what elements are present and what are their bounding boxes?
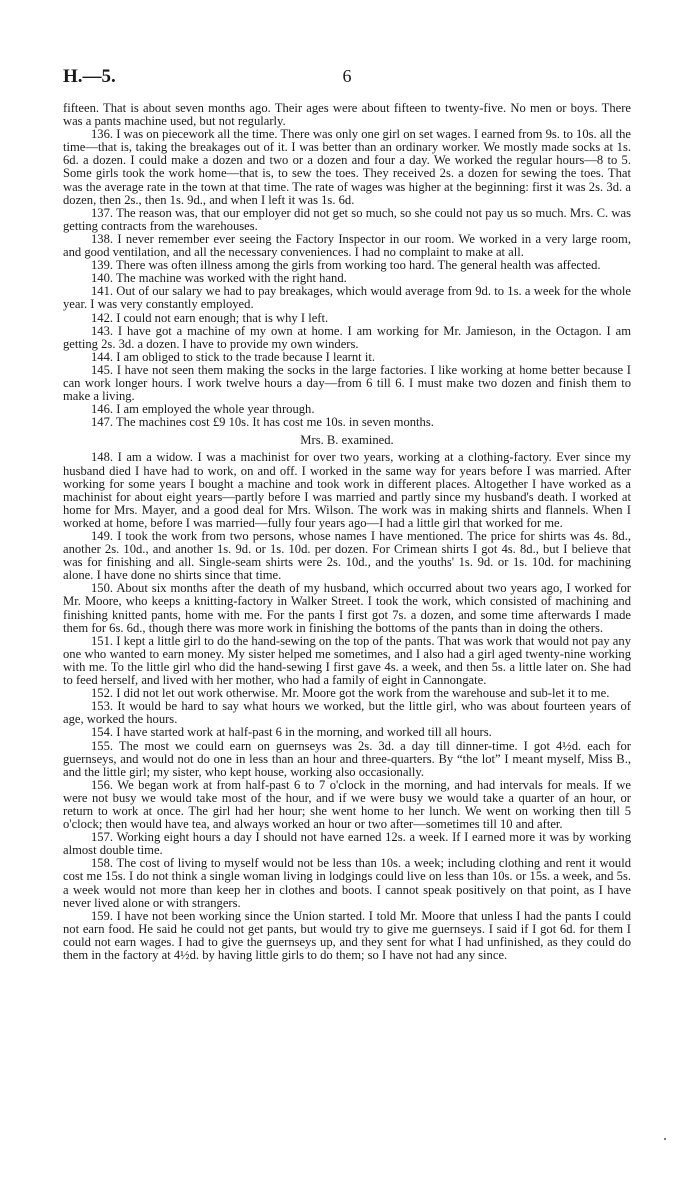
paragraph-138: 138. I never remember ever seeing the Factory Inspector in our room. We worked in a very large room, and good ventilation, and all the necessary conveniences. I had no complaint to make at all.	[63, 231, 631, 260]
paragraph-144: 144. I am obliged to stick to the trade because I learnt it.	[91, 349, 375, 364]
section-heading-witness: Mrs. B. examined.	[300, 433, 394, 448]
page-header	[63, 66, 633, 88]
paragraph-139: 139. There was often illness among the girls from working too hard. The general health was affected.	[91, 258, 601, 273]
paragraph-156: 156. We began work at from half-past 6 to 7 o'clock in the morning, and had intervals for meals. If we were not busy we would take most of the hour, and if we were busy we would take a quarter of an hour, or return to work at once. The girl had her hour; she went home to her lunch. We went on working then till 5 o'clock; then would have tea, and always worked an hour or two after—sometimes till 10 and after.	[63, 777, 631, 832]
document-reference: H.—5.	[63, 66, 116, 87]
paragraph-140: 140. The machine was worked with the right hand.	[91, 271, 347, 286]
paragraph-153: 153. It would be hard to say what hours we worked, but the little girl, who was about fourteen years of age, worked the hours.	[63, 699, 631, 727]
paragraph-158: 158. The cost of living to myself would not be less than 10s. a week; including clothing and rent it would cost me 15s. I do not think a single woman living in lodgings could live on less than 10s. or 15s. a week, and 5s. a week would not more than keep her in clothes and boots. I cannot speak positively on that point, as I have never lived alone or with strangers.	[63, 856, 631, 910]
paragraph-154: 154. I have started work at half-past 6 in the morning, and worked till all hours.	[91, 725, 492, 740]
paragraph-147: 147. The machines cost £9 10s. It has cost me 10s. in seven months.	[91, 415, 434, 430]
paragraph-159: 159. I have not been working since the Union started. I told Mr. Moore that unless I had the pants I could not earn food. He said he could not get pants, but would try to give me guernseys. I said if I got 6d. for them I could not earn wages. I had to give the guernseys up, and they sent for what I had unfinished, as they could do them in the factory at 4½d. by having little girls to do them; so I have not had any since.	[63, 908, 631, 962]
paragraph-continuation: fifteen. That is about seven months ago. Their ages were about fifteen to twenty-five. No men or boys. There was a pants machine used, but not regularly.	[63, 101, 631, 129]
paragraph-151: 151. I kept a little girl to do the hand-sewing on the top of the pants. That was work that would not pay any one who wanted to earn money. My sister helped me sometimes, and I also had a girl aged twenty-nine working with me. To the little girl who did the hand-sewing I first gave 4s. a week, and then 5s. a little later on. She had to feed herself, and lived with her mother, who had a family of eight in Cannongate.	[63, 633, 631, 688]
paragraph-149: 149. I took the work from two persons, whose names I have mentioned. The price for shirts was 4s. 8d., another 2s. 10d., and another 1s. 9d. or 1s. 10d. per dozen. For Crimean shirts I got 4s. 8d., but I believe that was for finishing and all. Single-seam shirts were 2s. 10d., and the youths' 1s. 9d. or 1s. 10d. for machining alone. I have done no shirts since that time.	[63, 529, 631, 583]
paragraph-141: 141. Out of our salary we had to pay breakages, which would average from 9d. to 1s. a week for the whole year. I was very constantly employed.	[63, 284, 631, 312]
paragraph-146: 146. I am employed the whole year through.	[91, 402, 315, 417]
paragraph-150: 150. About six months after the death of my husband, which occurred about two years ago, I worked for Mr. Moore, who keeps a knitting-factory in Walker Street. I took the work, which consisted of machining and finishing knitted pants, home with me. For the pants I first got 7s. a dozen, and some time afterwards I made them for 6s. 6d., though there was more work in finishing the bottoms of the pants than in doing the others.	[63, 581, 631, 635]
page-body	[63, 102, 631, 962]
paragraph-145: 145. I have not seen them making the socks in the large factories. I like working at home better because I can work longer hours. I work twelve hours a day—from 6 till 6. I must make two dozen and finish them to make a living.	[63, 362, 631, 404]
paragraph-143: 143. I have got a machine of my own at home. I am working for Mr. Jamieson, in the Octagon. I am getting 2s. 3d. a dozen. I have to provide my own winders.	[63, 323, 631, 351]
scan-speck	[664, 1138, 666, 1140]
paragraph-155: 155. The most we could earn on guernseys was 2s. 3d. a day till dinner-time. I got 4½d. each for guernseys, and would not do one in less than an hour and three-quarters. By “the lot” I meant myself, Miss B., and the little girl; my sister, who kept house, working also occasionally.	[63, 738, 631, 779]
paragraph-157: 157. Working eight hours a day I should not have earned 12s. a week. If I earned more it was by working almost double time.	[63, 830, 631, 858]
page-number: 6	[342, 66, 352, 86]
paragraph-137: 137. The reason was, that our employer did not get so much, so she could not pay us so much. Mrs. C. was getting contracts from the warehouses.	[63, 205, 631, 233]
paragraph-148: 148. I am a widow. I was a machinist for over two years, working at a clothing-factory. Ever since my husband died I have had to work, on and off. I worked in the same way for years before I was married. After working for some years I bought a machine and took work in different places. Altogether I have worked as a machinist for about eight years—partly before I was married and partly since my husband's death. I worked at home for Mrs. Mayer, and a good deal for Mrs. Wilson. The work was in making shirts and flannels. When I worked at home, before I was married—fully four years ago—I had a little girl that worked for me.	[63, 450, 631, 530]
paragraph-142: 142. I could not earn enough; that is why I left.	[91, 310, 329, 325]
paragraph-152: 152. I did not let out work otherwise. Mr. Moore got the work from the warehouse and sub-let it to me.	[91, 686, 610, 701]
paragraph-136: 136. I was on piecework all the time. There was only one girl on set wages. I earned from 9s. to 10s. all the time—that is, taking the breakages out of it. I was better than an ordinary worker. We mostly made socks at 1s. 6d. a dozen. I could make a dozen and two or a dozen and four a day. We worked the regular hours—8 to 5. Some girls took the work home—that is, to sew the toes. They received 2s. a dozen for sewing the toes. That was the average rate in the town at that time. The rate of wages was higher at the beginning: first it was 2s. 3d. a dozen, then 2s., then 1s. 9d., and when I left it was 1s. 6d.	[63, 127, 631, 207]
